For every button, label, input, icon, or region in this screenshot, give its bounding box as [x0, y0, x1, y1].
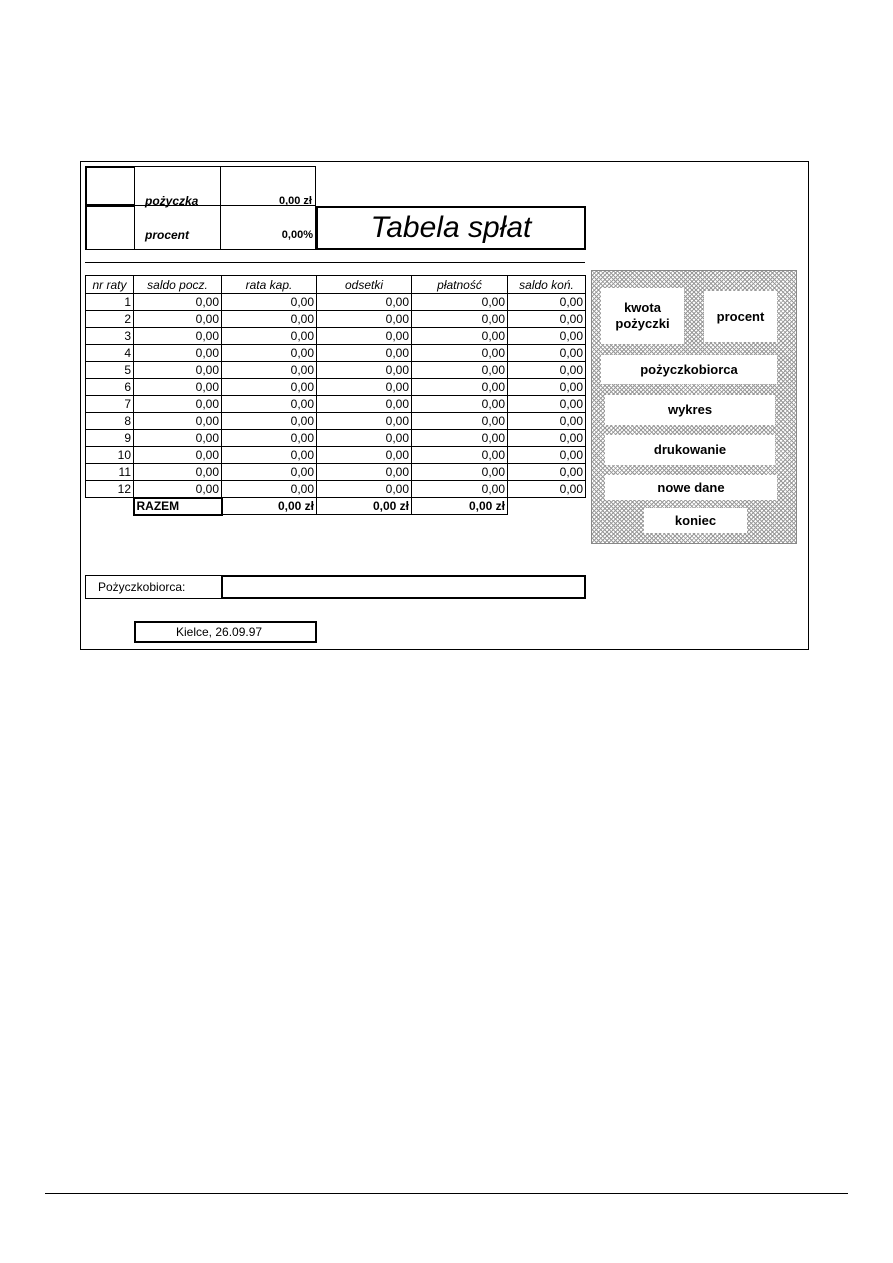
table-cell[interactable]: 0,00: [412, 379, 508, 396]
table-cell[interactable]: 0,00: [412, 447, 508, 464]
table-cell[interactable]: 0,00: [222, 413, 317, 430]
table-cell[interactable]: 0,00: [134, 345, 222, 362]
table-cell[interactable]: 0,00: [508, 345, 586, 362]
borrower-label: Pożyczkobiorca:: [85, 575, 221, 599]
table-cell[interactable]: 0,00: [508, 294, 586, 311]
table-row: [86, 345, 586, 362]
table-cell[interactable]: 0,00: [508, 328, 586, 345]
table-cell[interactable]: 0,00: [508, 362, 586, 379]
table-cell[interactable]: 0,00: [222, 481, 317, 498]
installment-number[interactable]: 12: [86, 481, 134, 498]
column-header: saldo koń.: [508, 276, 586, 294]
table-cell[interactable]: 0,00: [222, 447, 317, 464]
table-cell[interactable]: 0,00: [508, 413, 586, 430]
table-row: [86, 379, 586, 396]
installment-number[interactable]: 5: [86, 362, 134, 379]
rate-label: procent: [135, 206, 221, 250]
table-cell[interactable]: 0,00: [508, 379, 586, 396]
table-cell[interactable]: 0,00: [317, 328, 412, 345]
table-cell[interactable]: 0,00: [317, 396, 412, 413]
table-cell[interactable]: 0,00: [317, 294, 412, 311]
table-cell[interactable]: 0,00: [412, 362, 508, 379]
table-cell[interactable]: 0,00: [412, 328, 508, 345]
table-row: [86, 396, 586, 413]
loan-value[interactable]: 0,00 zł: [221, 166, 316, 206]
table-header-row: [86, 276, 586, 294]
page-title: Tabela spłat: [316, 206, 586, 250]
installment-number[interactable]: 4: [86, 345, 134, 362]
rate-value[interactable]: 0,00%: [221, 206, 316, 250]
installment-number[interactable]: 6: [86, 379, 134, 396]
footer-rule: [45, 1193, 848, 1194]
table-cell[interactable]: 0,00: [134, 362, 222, 379]
table-cell[interactable]: 0,00: [134, 413, 222, 430]
total-platnosc: 0,00 zł: [412, 498, 508, 515]
installment-number[interactable]: 10: [86, 447, 134, 464]
table-cell[interactable]: 0,00: [222, 311, 317, 328]
installment-number[interactable]: 9: [86, 430, 134, 447]
table-cell[interactable]: 0,00: [412, 345, 508, 362]
table-cell[interactable]: 0,00: [222, 345, 317, 362]
table-cell[interactable]: 0,00: [317, 345, 412, 362]
table-row: [86, 481, 586, 498]
table-row: [86, 294, 586, 311]
table-cell[interactable]: 0,00: [222, 294, 317, 311]
table-row: [86, 311, 586, 328]
total-odsetki: 0,00 zł: [317, 498, 412, 515]
percent-button[interactable]: procent: [704, 291, 777, 342]
column-header: odsetki: [317, 276, 412, 294]
installment-number[interactable]: 8: [86, 413, 134, 430]
table-cell[interactable]: 0,00: [317, 311, 412, 328]
total-rata-kap: 0,00 zł: [222, 498, 317, 515]
table-cell[interactable]: 0,00: [222, 464, 317, 481]
total-label: RAZEM: [134, 498, 222, 515]
table-cell[interactable]: 0,00: [508, 464, 586, 481]
table-cell[interactable]: 0,00: [134, 481, 222, 498]
table-cell[interactable]: 0,00: [412, 311, 508, 328]
exit-button[interactable]: koniec: [644, 508, 747, 533]
header-cell-a1[interactable]: [85, 166, 135, 206]
table-cell[interactable]: 0,00: [508, 481, 586, 498]
table-cell[interactable]: 0,00: [134, 311, 222, 328]
table-cell[interactable]: 0,00: [222, 430, 317, 447]
column-header: nr raty: [86, 276, 134, 294]
table-cell[interactable]: 0,00: [412, 481, 508, 498]
column-header: saldo pocz.: [134, 276, 222, 294]
table-row: [86, 464, 586, 481]
installment-number[interactable]: 1: [86, 294, 134, 311]
table-cell[interactable]: 0,00: [508, 430, 586, 447]
installment-number[interactable]: 3: [86, 328, 134, 345]
table-cell[interactable]: 0,00: [508, 447, 586, 464]
table-cell[interactable]: 0,00: [317, 481, 412, 498]
table-row: [86, 430, 586, 447]
column-header: rata kap.: [222, 276, 317, 294]
table-cell[interactable]: 0,00: [222, 396, 317, 413]
table-row: [86, 362, 586, 379]
table-cell[interactable]: 0,00: [412, 430, 508, 447]
table-cell[interactable]: 0,00: [317, 362, 412, 379]
borrower-field[interactable]: [221, 575, 586, 599]
table-cell[interactable]: 0,00: [412, 464, 508, 481]
table-cell[interactable]: 0,00: [508, 311, 586, 328]
place-date: Kielce, 26.09.97: [134, 621, 317, 643]
loan-amount-button[interactable]: kwota pożyczki: [601, 288, 684, 344]
table-row: [86, 413, 586, 430]
table-row: [86, 447, 586, 464]
table-row: [86, 328, 586, 345]
installment-number[interactable]: 11: [86, 464, 134, 481]
table-cell[interactable]: 0,00: [508, 396, 586, 413]
table-cell[interactable]: 0,00: [134, 464, 222, 481]
chart-button[interactable]: wykres: [605, 395, 775, 425]
new-data-button[interactable]: nowe dane: [605, 475, 777, 500]
table-cell[interactable]: 0,00: [412, 413, 508, 430]
table-cell[interactable]: 0,00: [412, 396, 508, 413]
table-top-rule: [85, 262, 585, 263]
installment-number[interactable]: 2: [86, 311, 134, 328]
table-cell[interactable]: 0,00: [412, 294, 508, 311]
table-cell[interactable]: 0,00: [317, 464, 412, 481]
table-cell[interactable]: 0,00: [134, 396, 222, 413]
header-cell-a2[interactable]: [85, 206, 135, 250]
table-cell[interactable]: 0,00: [317, 413, 412, 430]
table-cell[interactable]: 0,00: [222, 362, 317, 379]
print-button[interactable]: drukowanie: [605, 435, 775, 465]
table-cell[interactable]: 0,00: [317, 379, 412, 396]
table-cell[interactable]: 0,00: [222, 328, 317, 345]
button-panel: [591, 270, 797, 544]
table-cell[interactable]: 0,00: [317, 430, 412, 447]
repayment-table: [85, 275, 586, 516]
table-cell[interactable]: 0,00: [134, 328, 222, 345]
table-cell[interactable]: 0,00: [134, 447, 222, 464]
spreadsheet-sheet: [80, 161, 809, 650]
borrower-button[interactable]: pożyczkobiorca: [601, 355, 777, 384]
table-cell[interactable]: 0,00: [222, 379, 317, 396]
table-cell[interactable]: 0,00: [134, 379, 222, 396]
table-cell[interactable]: 0,00: [134, 294, 222, 311]
column-header: płatność: [412, 276, 508, 294]
installment-number[interactable]: 7: [86, 396, 134, 413]
loan-label: pożyczka: [135, 166, 221, 206]
table-cell[interactable]: 0,00: [317, 447, 412, 464]
total-row: [86, 498, 586, 515]
table-cell[interactable]: 0,00: [134, 430, 222, 447]
